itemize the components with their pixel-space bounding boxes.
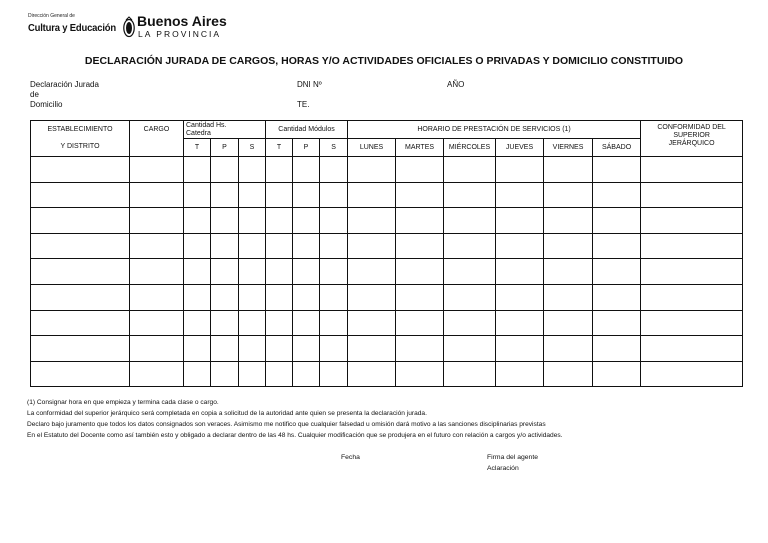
table-cell — [293, 336, 320, 362]
col-cargo-blank — [130, 139, 184, 157]
table-cell — [396, 310, 444, 336]
table-cell — [211, 284, 239, 310]
label-dni: DNI Nº — [297, 80, 322, 89]
label-aclaracion: Aclaración — [487, 465, 519, 472]
table-cell — [593, 284, 641, 310]
table-cell — [184, 259, 211, 285]
table-row — [31, 182, 743, 208]
buenos-aires-logo — [123, 14, 233, 44]
table-cell — [293, 259, 320, 285]
table-cell — [593, 336, 641, 362]
table-cell — [239, 284, 266, 310]
note-line: Declaro bajo juramento que todos los datos consignados son veraces. Asimismo me notifico que cualquier falsedad u omisión dará motivo a las sanciones disciplinarias previstas — [27, 421, 546, 428]
table-cell — [130, 157, 184, 183]
col-establecimiento: ESTABLECIMIENTO — [31, 121, 130, 139]
table-cell — [396, 284, 444, 310]
cultura-educacion-logo — [28, 14, 123, 34]
table-cell — [544, 208, 593, 234]
table-cell — [31, 182, 130, 208]
label-anio: AÑO — [447, 80, 465, 89]
table-cell — [266, 361, 293, 387]
table-cell — [444, 284, 496, 310]
label-de: de — [30, 90, 39, 99]
provincial-seal-icon — [123, 16, 135, 38]
table-cell — [544, 157, 593, 183]
table-cell — [130, 310, 184, 336]
notes-block — [27, 397, 747, 441]
table-cell — [641, 233, 743, 259]
table-cell — [239, 310, 266, 336]
table-cell — [496, 284, 544, 310]
table-cell — [31, 310, 130, 336]
col-day: MARTES — [396, 139, 444, 157]
table-cell — [544, 182, 593, 208]
table-cell — [320, 182, 348, 208]
table-cell — [348, 310, 396, 336]
brand-title: Buenos Aires — [137, 13, 227, 29]
table-cell — [496, 336, 544, 362]
table-cell — [293, 233, 320, 259]
table-cell — [239, 157, 266, 183]
table-cell — [544, 310, 593, 336]
table-cell — [348, 336, 396, 362]
table-cell — [130, 259, 184, 285]
table-cell — [184, 182, 211, 208]
table-cell — [444, 259, 496, 285]
table-cell — [544, 361, 593, 387]
document-title: DECLARACIÓN JURADA DE CARGOS, HORAS Y/O ACTIVIDADES OFICIALES O PRIVADAS Y DOMICILIO CONSTITUIDO — [84, 55, 684, 67]
table-cell — [444, 336, 496, 362]
table-cell — [211, 157, 239, 183]
table-cell — [320, 336, 348, 362]
table-cell — [348, 284, 396, 310]
table-cell — [184, 284, 211, 310]
table-cell — [496, 208, 544, 234]
table-cell — [320, 208, 348, 234]
table-cell — [641, 259, 743, 285]
table-cell — [593, 157, 641, 183]
table-cell — [266, 208, 293, 234]
table-cell — [239, 182, 266, 208]
table-cell — [396, 233, 444, 259]
table-row — [31, 361, 743, 387]
table-cell — [593, 259, 641, 285]
col-day: MIÉRCOLES — [444, 139, 496, 157]
table-cell — [293, 157, 320, 183]
logo-main-text: Cultura y Educación — [28, 22, 116, 34]
table-cell — [396, 336, 444, 362]
table-cell — [444, 157, 496, 183]
table-cell — [496, 182, 544, 208]
table-cell — [239, 259, 266, 285]
table-cell — [130, 284, 184, 310]
logo-subtext: Dirección General de — [28, 13, 75, 19]
col-cantidad-modulos: Cantidad Módulos — [266, 121, 348, 139]
table-cell — [239, 233, 266, 259]
table-cell — [184, 361, 211, 387]
table-cell — [593, 233, 641, 259]
table-cell — [444, 182, 496, 208]
table-cell — [396, 157, 444, 183]
table-cell — [348, 182, 396, 208]
table-row — [31, 336, 743, 362]
table-cell — [641, 157, 743, 183]
table-cell — [444, 208, 496, 234]
table-cell — [184, 208, 211, 234]
table-cell — [266, 157, 293, 183]
table-cell — [184, 310, 211, 336]
table-cell — [293, 182, 320, 208]
table-cell — [130, 182, 184, 208]
col-sub: T — [266, 139, 293, 157]
col-sub: P — [293, 139, 320, 157]
table-cell — [593, 182, 641, 208]
table-cell — [496, 259, 544, 285]
table-cell — [496, 157, 544, 183]
table-cell — [31, 361, 130, 387]
table-cell — [31, 233, 130, 259]
table-cell — [320, 361, 348, 387]
table-cell — [266, 259, 293, 285]
table-cell — [544, 259, 593, 285]
table-cell — [184, 157, 211, 183]
table-cell — [641, 310, 743, 336]
table-row — [31, 259, 743, 285]
table-cell — [396, 182, 444, 208]
table-cell — [348, 208, 396, 234]
note-line: La conformidad del superior jerárquico será completada en copia a solicitud de la autoridad ante quien se presenta la declaración jurada. — [27, 410, 427, 417]
table-row — [31, 157, 743, 183]
brand-subtitle: LA PROVINCIA — [138, 29, 222, 39]
col-sub: T — [184, 139, 211, 157]
table-cell — [31, 208, 130, 234]
table-cell — [641, 361, 743, 387]
table-cell — [444, 233, 496, 259]
table-cell — [593, 361, 641, 387]
table-cell — [496, 310, 544, 336]
table-cell — [184, 336, 211, 362]
table-cell — [641, 284, 743, 310]
table-cell — [593, 310, 641, 336]
table-cell — [544, 336, 593, 362]
table-cell — [239, 208, 266, 234]
col-day: JUEVES — [496, 139, 544, 157]
table-cell — [239, 336, 266, 362]
label-firma: Firma del agente — [487, 454, 539, 461]
note-line: (1) Consignar hora en que empieza y termina cada clase o cargo. — [27, 399, 219, 406]
table-cell — [211, 208, 239, 234]
note-line: En el Estatuto del Docente como así también esto y obligado a declarar dentro de las 48 hs. Cualquier modificación que se produjera en el futuro con relación a cargos y/o actividades. — [27, 432, 563, 439]
table-cell — [320, 284, 348, 310]
table-cell — [320, 259, 348, 285]
table-cell — [130, 336, 184, 362]
col-cantidad-hs: Cantidad Hs. Catedra — [184, 121, 266, 139]
table-cell — [266, 182, 293, 208]
table-cell — [320, 310, 348, 336]
table-cell — [348, 157, 396, 183]
col-cargo: CARGO — [130, 121, 184, 139]
table-cell — [293, 208, 320, 234]
table-cell — [31, 157, 130, 183]
col-day: SÁBADO — [593, 139, 641, 157]
table-cell — [444, 361, 496, 387]
table-cell — [641, 336, 743, 362]
label-domicilio: Domicilio — [30, 100, 63, 109]
table-cell — [496, 233, 544, 259]
label-declaracion: Declaración Jurada — [30, 80, 99, 89]
table-row — [31, 284, 743, 310]
col-conformidad: CONFORMIDAD DEL SUPERIOR JERÁRQUICO — [641, 121, 743, 157]
table-cell — [641, 208, 743, 234]
table-cell — [641, 182, 743, 208]
table-cell — [211, 259, 239, 285]
table-header-row-top — [31, 121, 743, 139]
table-cell — [544, 284, 593, 310]
table-cell — [266, 336, 293, 362]
table-cell — [293, 361, 320, 387]
table-row — [31, 310, 743, 336]
table-cell — [266, 310, 293, 336]
table-cell — [130, 233, 184, 259]
label-fecha: Fecha — [341, 454, 360, 461]
table-cell — [320, 157, 348, 183]
table-cell — [130, 361, 184, 387]
table-cell — [544, 233, 593, 259]
table-cell — [31, 259, 130, 285]
table-row — [31, 208, 743, 234]
table-cell — [293, 310, 320, 336]
table-cell — [211, 336, 239, 362]
table-cell — [211, 310, 239, 336]
table-cell — [211, 233, 239, 259]
table-cell — [348, 233, 396, 259]
table-cell — [396, 208, 444, 234]
col-sub: P — [211, 139, 239, 157]
table-cell — [31, 336, 130, 362]
table-cell — [184, 233, 211, 259]
table-cell — [593, 208, 641, 234]
table-cell — [396, 259, 444, 285]
table-cell — [348, 361, 396, 387]
table-header-row-bottom — [31, 139, 743, 157]
table-cell — [396, 361, 444, 387]
col-sub: S — [320, 139, 348, 157]
col-horario: HORARIO DE PRESTACIÓN DE SERVICIOS (1) — [348, 121, 641, 139]
table-cell — [266, 284, 293, 310]
table-cell — [211, 361, 239, 387]
table-row — [31, 233, 743, 259]
table-cell — [348, 259, 396, 285]
cargos-table — [30, 120, 743, 387]
col-sub: S — [239, 139, 266, 157]
table-cell — [320, 233, 348, 259]
table-cell — [266, 233, 293, 259]
label-te: TE. — [297, 100, 310, 109]
table-cell — [496, 361, 544, 387]
table-cell — [31, 284, 130, 310]
table-cell — [444, 310, 496, 336]
col-day: LUNES — [348, 139, 396, 157]
table-cell — [211, 182, 239, 208]
table-cell — [130, 208, 184, 234]
table-cell — [239, 361, 266, 387]
col-day: VIERNES — [544, 139, 593, 157]
table-cell — [293, 284, 320, 310]
col-distrito: Y DISTRITO — [31, 139, 130, 157]
